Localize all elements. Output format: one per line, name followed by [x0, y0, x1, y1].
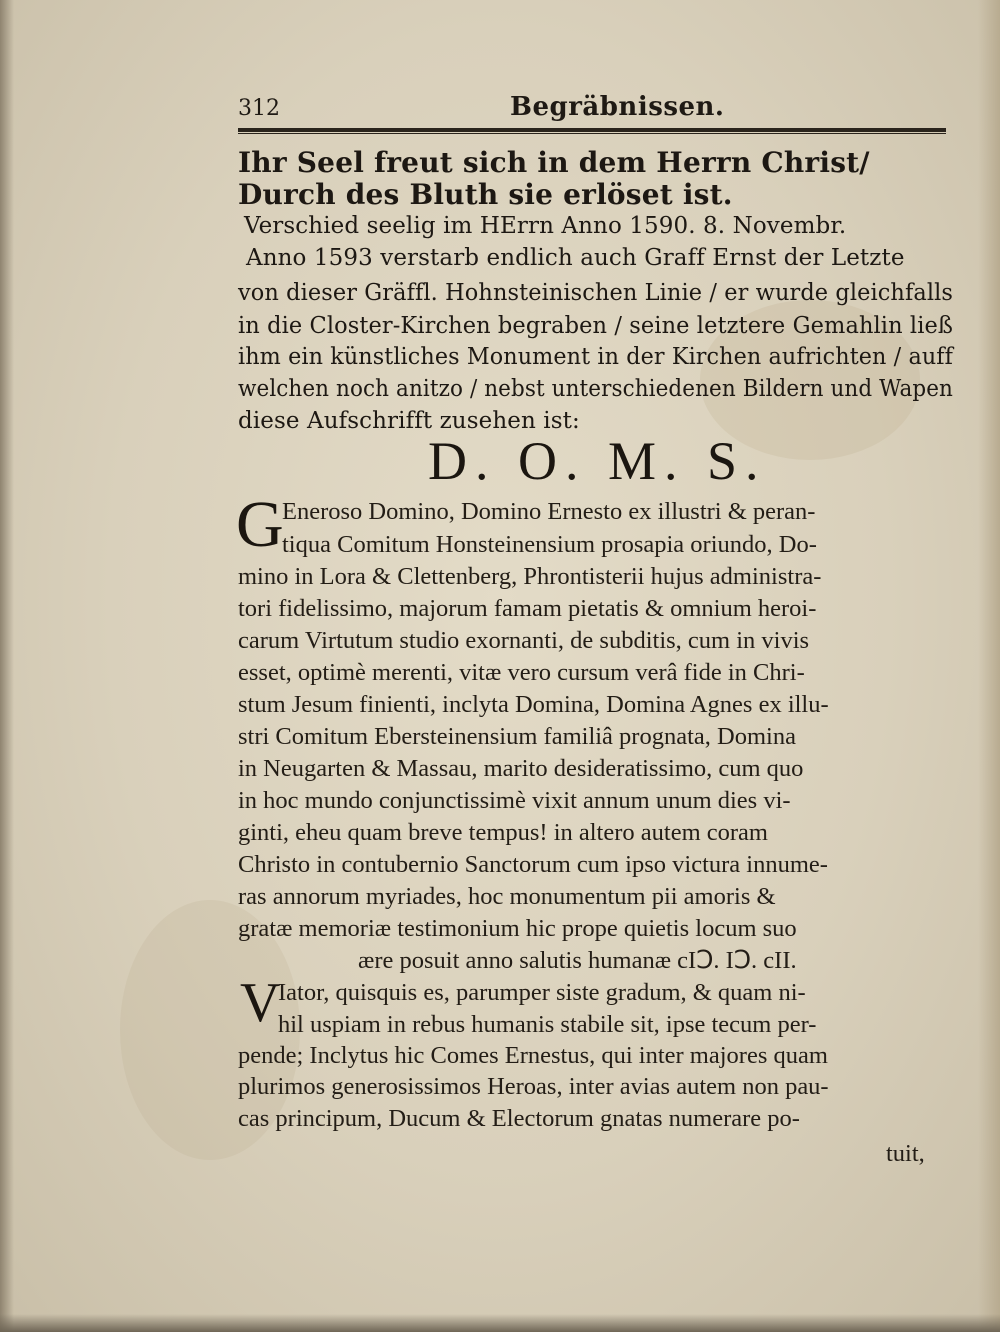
- text-line: stri Comitum Ebersteinensium familiâ prognata, Domina: [238, 723, 796, 750]
- text-line: Iator, quisquis es, parumper siste gradum, & quam ni-: [278, 979, 806, 1006]
- text-line: ære posuit anno salutis humanæ cIↃ. IↃ. cII.: [358, 947, 797, 974]
- drop-cap: G: [236, 488, 284, 561]
- text-line: Anno 1593 verstarb endlich auch Graff Ernst der Letzte: [246, 245, 905, 271]
- text-line: gratæ memoriæ testimonium hic prope quietis locum suo: [238, 915, 797, 942]
- header-rule: [238, 128, 946, 134]
- inscription-heading: D. O. M. S.: [428, 431, 767, 491]
- text-line: tori fidelissimo, majorum famam pietatis & omnium heroi-: [238, 595, 817, 622]
- text-line: in die Closter-Kirchen begraben / seine letztere Gemahlin ließ: [238, 313, 953, 339]
- text-line: mino in Lora & Clettenberg, Phrontisterii hujus administra-: [238, 563, 822, 590]
- text-line: ginti, eheu quam breve tempus! in altero autem coram: [238, 819, 768, 846]
- text-line: tiqua Comitum Honsteinensium prosapia oriundo, Do-: [282, 531, 817, 558]
- text-line: cas principum, Ducum & Electorum gnatas numerare po-: [238, 1105, 800, 1132]
- text-line: Eneroso Domino, Domino Ernesto ex illustri & peran-: [282, 498, 816, 525]
- text-line: von dieser Gräffl. Hohnsteinischen Linie / er wurde gleichfalls: [238, 280, 953, 306]
- running-title: Begräbnissen.: [510, 92, 725, 122]
- page-header: [238, 92, 725, 128]
- text-line: carum Virtutum studio exornanti, de subditis, cum in vivis: [238, 627, 810, 654]
- text-line: Verschied seelig im HErrn Anno 1590. 8. Novembr.: [244, 213, 847, 239]
- text-line: in hoc mundo conjunctissimè vixit annum unum dies vi-: [238, 787, 791, 814]
- page-left-edge: [0, 0, 14, 1332]
- text-line: hil uspiam in rebus humanis stabile sit, ipse tecum per-: [278, 1011, 817, 1038]
- page-number: 312: [238, 96, 280, 121]
- text-line: in Neugarten & Massau, marito desideratissimo, cum quo: [238, 755, 804, 782]
- text-line: pende; Inclytus hic Comes Ernestus, qui inter majores quam: [238, 1042, 828, 1069]
- text-line: stum Jesum finienti, inclyta Domina, Domina Agnes ex illu-: [238, 691, 829, 718]
- text-line: ihm ein künstliches Monument in der Kirchen aufrichten / auff: [238, 344, 953, 370]
- text-line: diese Aufschrifft zusehen ist:: [238, 408, 580, 434]
- text-line: welchen noch anitzo / nebst unterschiedenen Bildern und Wapen: [238, 376, 953, 402]
- catchword: tuit,: [886, 1140, 925, 1167]
- text-line: Christo in contubernio Sanctorum cum ipso victura innume-: [238, 851, 828, 878]
- text-line: plurimos generosissimos Heroas, inter avias autem non pau-: [238, 1073, 829, 1100]
- page-bottom-edge: [0, 1314, 1000, 1332]
- text-line: ras annorum myriades, hoc monumentum pii amoris &: [238, 883, 776, 910]
- page-right-edge: [978, 0, 1000, 1332]
- text-line: Ihr Seel freut sich in dem Herrn Christ/: [238, 146, 870, 179]
- text-line: Durch des Bluth sie erlöset ist.: [238, 178, 733, 211]
- drop-cap: V: [240, 972, 281, 1034]
- text-line: esset, optimè merenti, vitæ vero cursum verâ fide in Chri-: [238, 659, 805, 686]
